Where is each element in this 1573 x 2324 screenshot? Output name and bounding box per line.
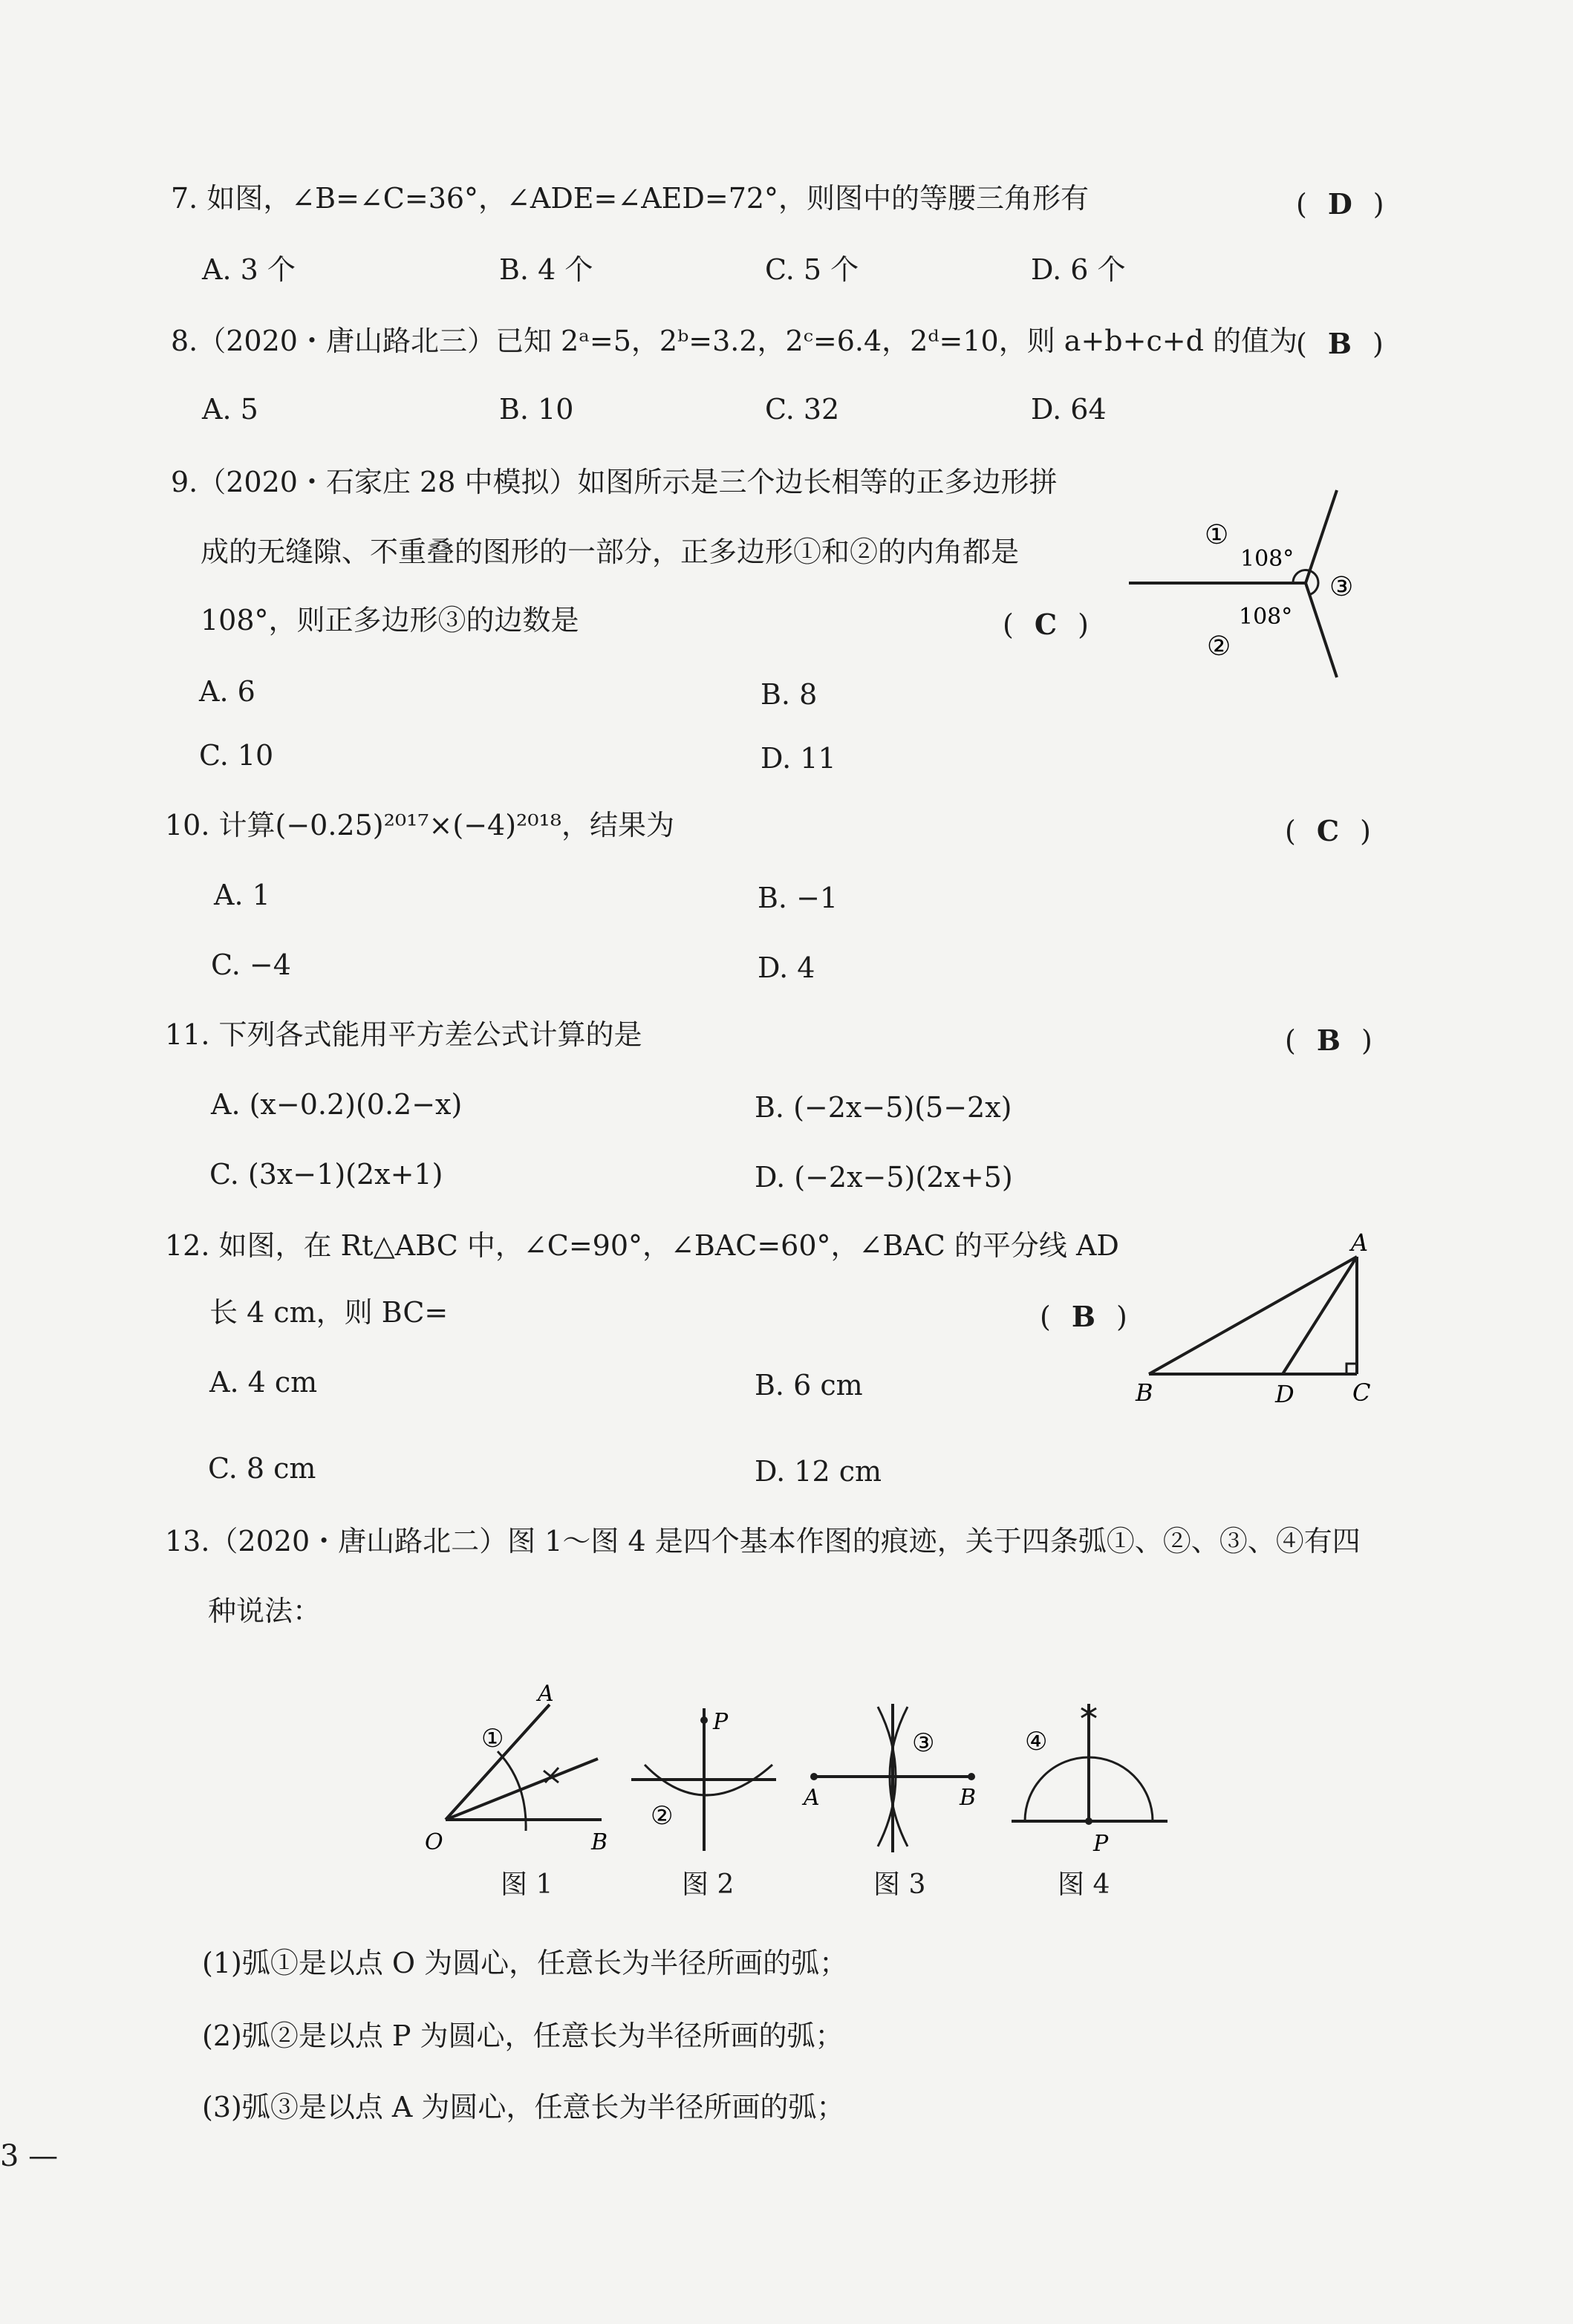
fig4-caption: 图 4 bbox=[1058, 1869, 1110, 1900]
q9-label-3: ③ bbox=[1329, 572, 1354, 602]
q8-option-b: B. 10 bbox=[499, 393, 574, 426]
fig1-label-b: B bbox=[591, 1829, 608, 1855]
q8-option-a: A. 5 bbox=[202, 393, 258, 426]
q9-label-108-bottom: 108° bbox=[1239, 604, 1293, 630]
q13-statement-1: (1)弧①是以点 O 为圆心，任意长为半径所画的弧； bbox=[202, 1947, 848, 1979]
q11-option-d: D. (−2x−5)(2x+5) bbox=[755, 1161, 1013, 1194]
q11-answer: ( B ) bbox=[1285, 1023, 1372, 1057]
fig1-caption: 图 1 bbox=[501, 1869, 553, 1900]
q12-stem-line-1: 12. 如图，在 Rt△ABC 中，∠C=90°，∠BAC=60°，∠BAC 的平分线 AD bbox=[165, 1229, 1119, 1262]
q10-option-c: C. −4 bbox=[211, 948, 291, 981]
q10-answer-value: C bbox=[1316, 814, 1340, 847]
q8-option-c: C. 32 bbox=[765, 393, 840, 426]
fig3-label-arc-3: ③ bbox=[912, 1728, 935, 1758]
fig1-ray-oa bbox=[446, 1705, 550, 1820]
q12-right-angle-mark bbox=[1346, 1364, 1357, 1374]
q13-figure-3 bbox=[795, 1693, 988, 1857]
q9-option-c: C. 10 bbox=[199, 739, 274, 772]
q12-option-a: A. 4 cm bbox=[209, 1366, 318, 1399]
q7-option-a: A. 3 个 bbox=[202, 253, 296, 286]
fig1-label-o: O bbox=[425, 1829, 443, 1855]
q12-bisector-ad bbox=[1283, 1257, 1357, 1374]
q13-figure-1 bbox=[416, 1679, 624, 1857]
q11-option-b: B. (−2x−5)(5−2x) bbox=[755, 1091, 1012, 1124]
fig2-label-p: P bbox=[713, 1709, 729, 1735]
q12-answer-value: B bbox=[1071, 1300, 1095, 1333]
fig4-label-arc-4: ④ bbox=[1025, 1727, 1048, 1757]
q8-stem: 8.（2020・唐山路北三）已知 2ᵃ=5，2ᵇ=3.2，2ᶜ=6.4，2ᵈ=10，则 a+b+c+d 的值为 bbox=[171, 325, 1297, 357]
fig1-label-arc-1: ① bbox=[481, 1724, 504, 1754]
q12-triangle-figure bbox=[1125, 1233, 1393, 1411]
q13-figure-4 bbox=[1003, 1693, 1181, 1857]
fig2-point-p bbox=[700, 1716, 708, 1724]
q7-stem: 7. 如图，∠B=∠C=36°，∠ADE=∠AED=72°，则图中的等腰三角形有 bbox=[171, 182, 1090, 215]
q12-label-c: C bbox=[1352, 1379, 1371, 1407]
q9-option-b: B. 8 bbox=[761, 678, 818, 711]
page-number: 3 — bbox=[0, 2139, 59, 2173]
q9-answer: ( C ) bbox=[1003, 608, 1089, 641]
q7-answer: ( D ) bbox=[1296, 187, 1384, 221]
q8-answer-value: B bbox=[1327, 327, 1352, 360]
q12-option-b: B. 6 cm bbox=[755, 1369, 863, 1402]
q10-answer: ( C ) bbox=[1285, 814, 1371, 847]
fig1-bisector bbox=[446, 1759, 598, 1820]
q9-polygon-figure bbox=[1114, 483, 1381, 683]
q9-stem-line-3: 108°，则正多边形③的边数是 bbox=[201, 604, 579, 637]
fig3-label-a: A bbox=[804, 1785, 820, 1811]
fig2-caption: 图 2 bbox=[682, 1869, 735, 1900]
q13-stem-line-1: 13.（2020・唐山路北二）图 1～图 4 是四个基本作图的痕迹，关于四条弧①、②、③、④有四 bbox=[165, 1525, 1361, 1558]
q13-statement-3: (3)弧③是以点 A 为圆心，任意长为半径所画的弧； bbox=[202, 2091, 845, 2123]
q9-upper-edge bbox=[1306, 490, 1337, 583]
q10-option-b: B. −1 bbox=[758, 882, 838, 914]
q12-label-d: D bbox=[1275, 1380, 1294, 1408]
fig3-label-b: B bbox=[960, 1785, 977, 1811]
q11-option-a: A. (x−0.2)(0.2−x) bbox=[211, 1088, 463, 1121]
q9-option-d: D. 11 bbox=[761, 742, 836, 775]
fig3-point-b bbox=[968, 1773, 975, 1780]
q12-label-a: A bbox=[1351, 1233, 1369, 1257]
q7-option-d: D. 6 个 bbox=[1031, 253, 1126, 286]
q9-label-108-top: 108° bbox=[1240, 546, 1294, 572]
q13-figure-2 bbox=[624, 1693, 787, 1857]
q7-option-c: C. 5 个 bbox=[765, 253, 859, 286]
q12-side-ab bbox=[1149, 1257, 1357, 1374]
q12-option-c: C. 8 cm bbox=[208, 1452, 316, 1485]
q10-option-d: D. 4 bbox=[758, 951, 815, 984]
fig3-caption: 图 3 bbox=[873, 1869, 926, 1900]
q11-stem: 11. 下列各式能用平方差公式计算的是 bbox=[165, 1018, 642, 1051]
fig2-label-arc-2: ② bbox=[651, 1801, 674, 1831]
q11-option-c: C. (3x−1)(2x+1) bbox=[209, 1158, 443, 1191]
q8-option-d: D. 64 bbox=[1031, 393, 1107, 426]
q9-answer-value: C bbox=[1034, 608, 1058, 641]
q13-statement-2: (2)弧②是以点 P 为圆心，任意长为半径所画的弧； bbox=[202, 2019, 844, 2052]
q12-label-b: B bbox=[1136, 1379, 1153, 1407]
q12-option-d: D. 12 cm bbox=[755, 1455, 882, 1488]
fig3-point-a bbox=[810, 1773, 818, 1780]
q12-answer: ( B ) bbox=[1040, 1300, 1127, 1333]
page-number-value: 3 bbox=[0, 2139, 19, 2173]
q7-option-b: B. 4 个 bbox=[499, 253, 593, 286]
q9-label-1: ① bbox=[1205, 520, 1229, 550]
q9-stem-line-1: 9.（2020・石家庄 28 中模拟）如图所示是三个边长相等的正多边形拼 bbox=[171, 466, 1058, 498]
fig4-point-p bbox=[1085, 1817, 1092, 1825]
q10-option-a: A. 1 bbox=[214, 879, 270, 911]
q12-stem-line-2: 长 4 cm，则 BC= bbox=[209, 1296, 449, 1329]
fig1-label-a: A bbox=[538, 1681, 554, 1707]
q11-answer-value: B bbox=[1316, 1023, 1341, 1057]
q13-stem-line-2: 种说法： bbox=[208, 1595, 322, 1627]
q9-option-a: A. 6 bbox=[199, 675, 255, 708]
q9-label-2: ② bbox=[1207, 631, 1231, 662]
q7-answer-value: D bbox=[1327, 187, 1352, 221]
fig4-label-p: P bbox=[1093, 1831, 1109, 1857]
q8-answer: ( B ) bbox=[1296, 327, 1384, 360]
q10-stem: 10. 计算(−0.25)²⁰¹⁷×(−4)²⁰¹⁸，结果为 bbox=[165, 809, 674, 842]
q9-stem-line-2: 成的无缝隙、不重叠的图形的一部分，正多边形①和②的内角都是 bbox=[201, 536, 1020, 568]
